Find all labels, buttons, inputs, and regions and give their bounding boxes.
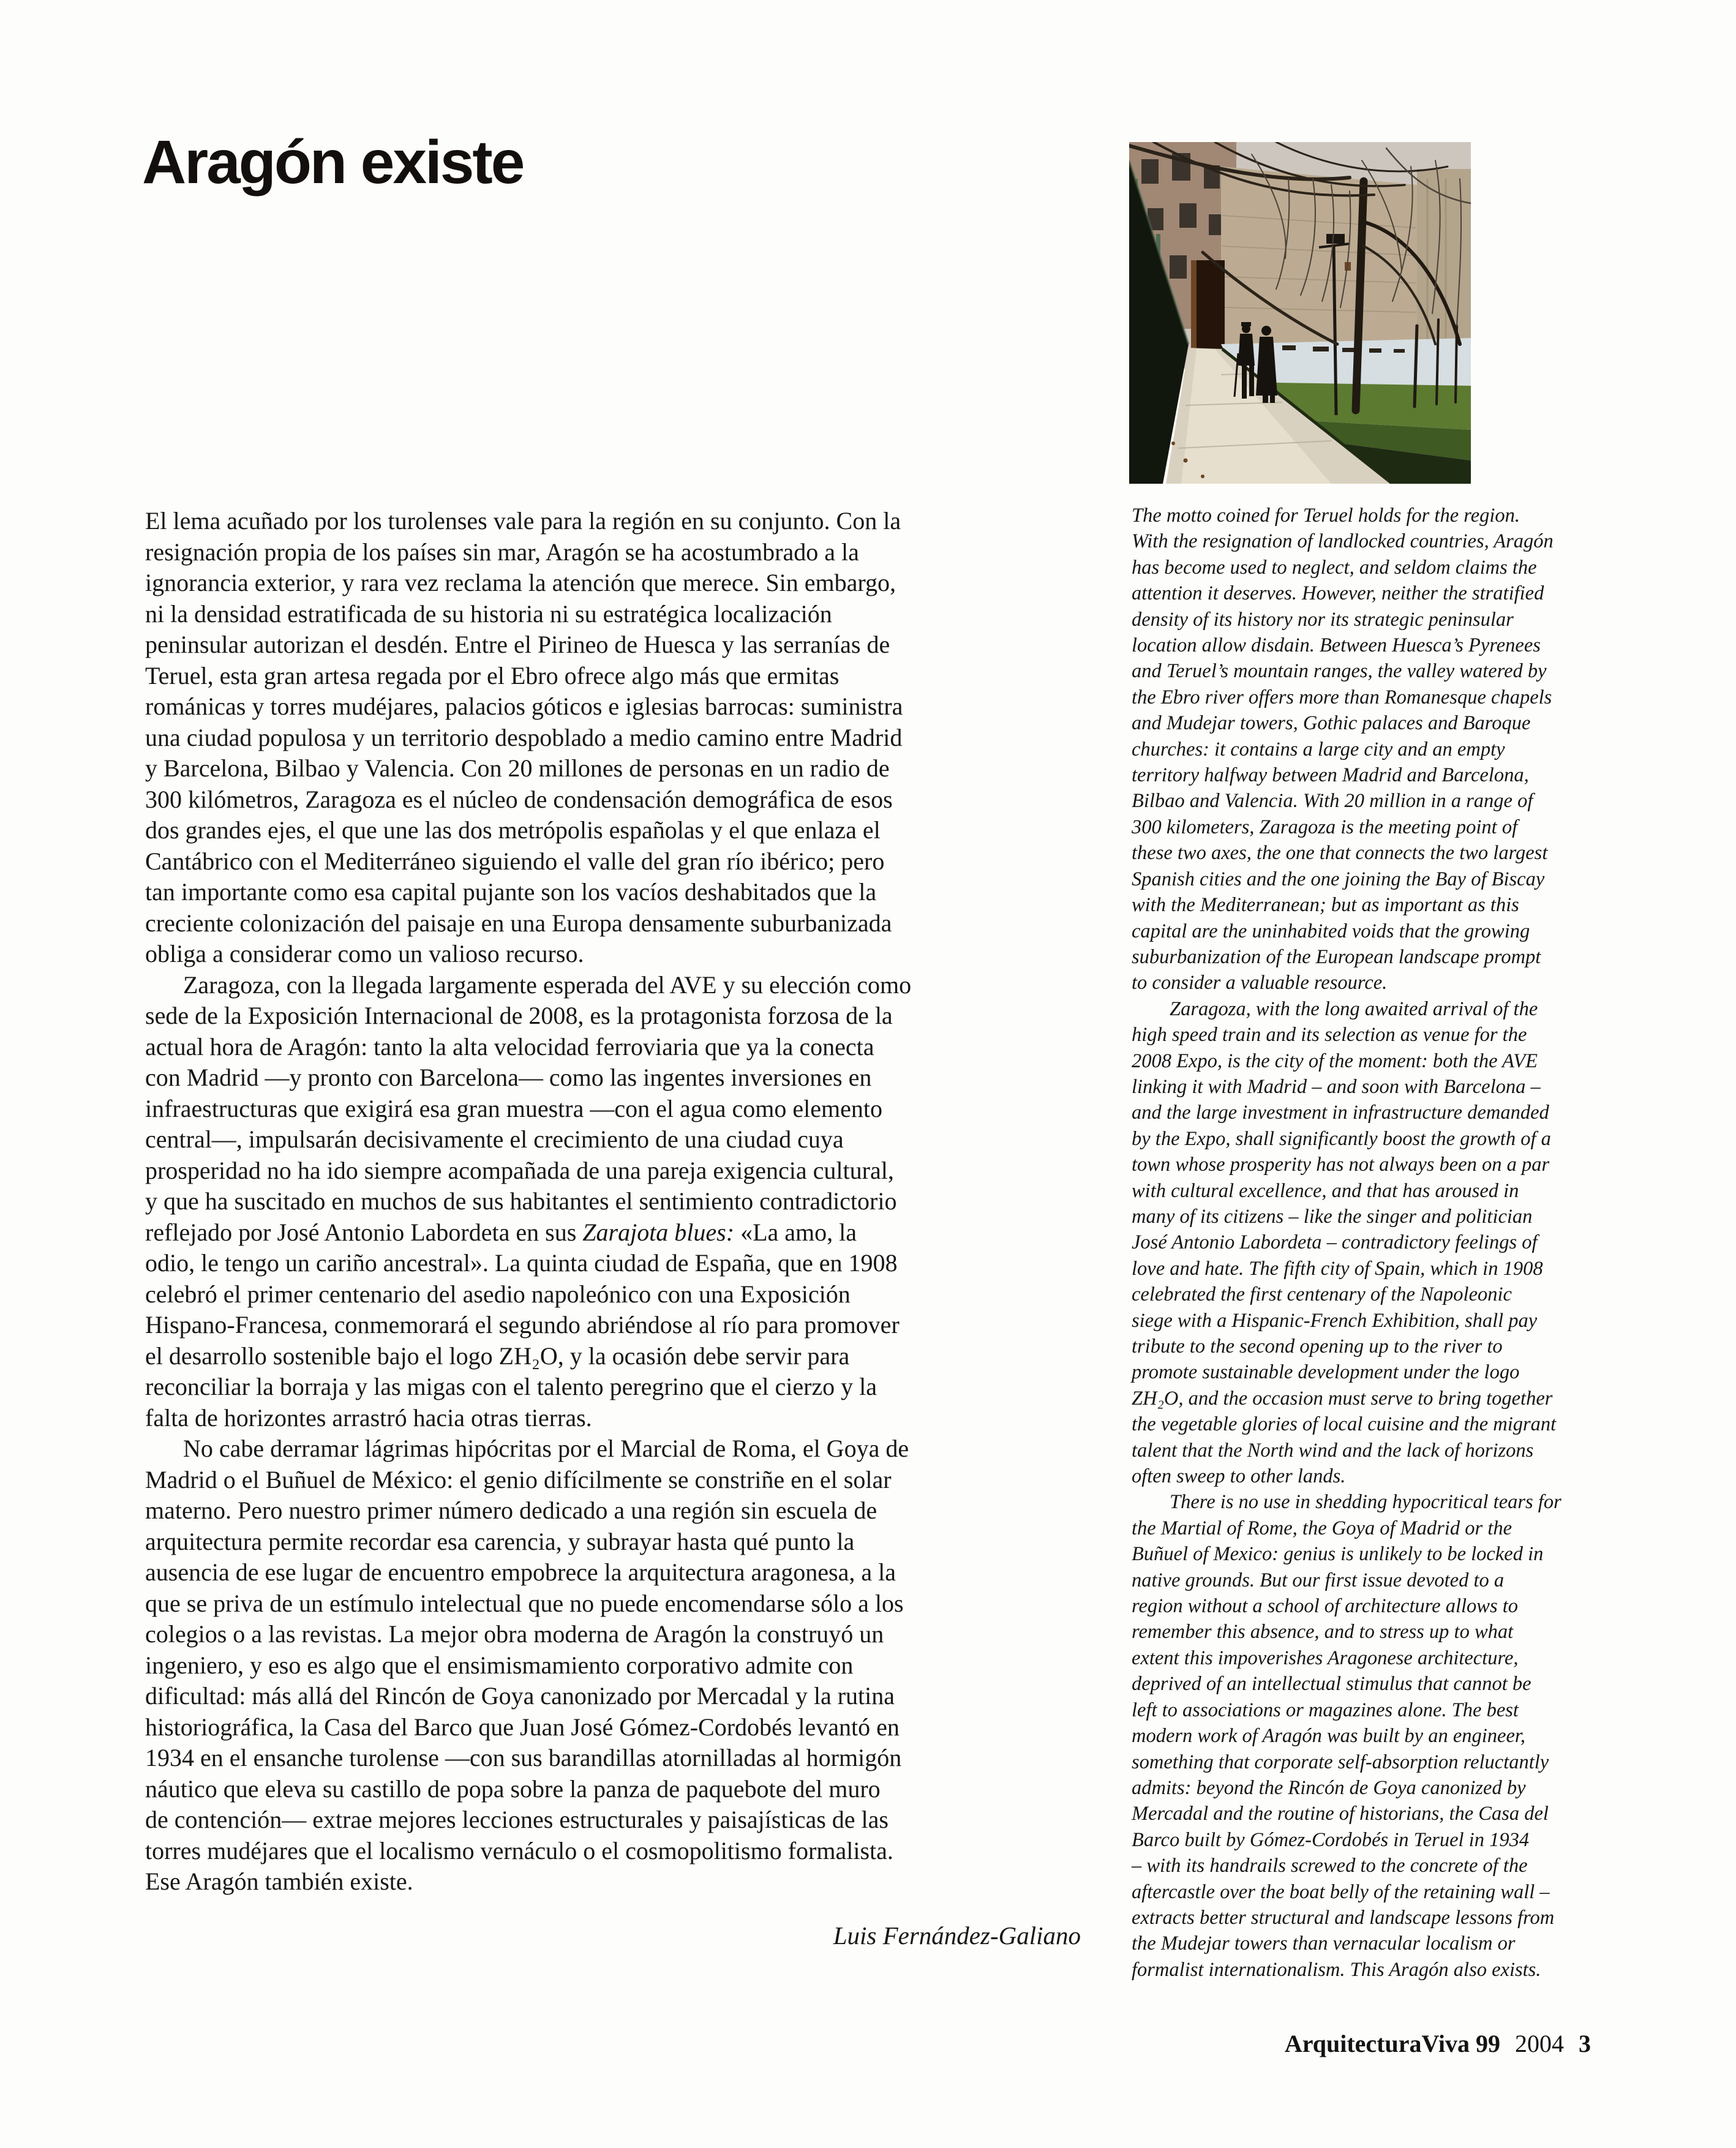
text-line: y Barcelona, Bilbao y Valencia. Con 20 millones de personas en un radio de bbox=[145, 754, 890, 782]
text-line: by the Expo, shall significantly boost the growth of a bbox=[1132, 1127, 1551, 1150]
text-line: with cultural excellence, and that has aroused in bbox=[1132, 1179, 1519, 1202]
text-line: region without a school of architecture allows to bbox=[1132, 1595, 1519, 1618]
text-line: 300 kilometers, Zaragoza is the meeting point of bbox=[1132, 816, 1518, 838]
text-line: odio, le tengo un cariño ancestral». La quinta ciudad de España, que en 1908 bbox=[145, 1249, 898, 1277]
text-line: falta de horizontes arrastró hacia otras tierras. bbox=[145, 1403, 592, 1432]
text-line: Hispano-Francesa, conmemorará el segundo abriéndose al río para promover bbox=[145, 1311, 900, 1339]
text-line: and the large investment in infrastructure demanded bbox=[1132, 1102, 1549, 1124]
text-line: to consider a valuable resource. bbox=[1132, 972, 1388, 994]
issue-number: 99 bbox=[1476, 2030, 1500, 2057]
text-line: With the resignation of landlocked countries, Aragón bbox=[1132, 530, 1554, 553]
park-photo-illustration bbox=[1129, 142, 1471, 484]
page-number: 3 bbox=[1579, 2030, 1591, 2057]
text-line: No cabe derramar lágrimas hipócritas por el Marcial de Roma, el Goya de bbox=[183, 1435, 909, 1462]
text-line: Teruel, esta gran artesa regada por el Ebro ofrece algo más que ermitas bbox=[145, 661, 840, 689]
text-line: con Madrid —y pronto con Barcelona— como las ingentes inversiones en bbox=[145, 1064, 872, 1091]
text-line: siege with a Hispanic-French Exhibition, shall pay bbox=[1132, 1309, 1538, 1332]
photo-right-building bbox=[1417, 169, 1471, 351]
text-line: There is no use in shedding hypocritical tears for bbox=[1170, 1491, 1561, 1514]
park-photo bbox=[1129, 142, 1471, 484]
text-line: has become used to neglect, and seldom claims the bbox=[1132, 556, 1537, 579]
text-line: linking it with Madrid – and soon with Barcelona – bbox=[1132, 1075, 1541, 1098]
text-line: with the Mediterranean; but as important as this bbox=[1132, 894, 1519, 917]
text-line: reconciliar la borraja y las migas con el talento peregrino que el cierzo y la bbox=[145, 1373, 877, 1400]
text-line: historiográfica, la Casa del Barco que Juan José Gómez-Cordobés levantó en bbox=[145, 1713, 900, 1741]
text-line: Mercadal and the routine of historians, the Casa del bbox=[1132, 1803, 1549, 1825]
text-line: love and hate. The fifth city of Spain, which in 1908 bbox=[1132, 1257, 1543, 1280]
text-line: colegios o a las revistas. La mejor obra moderna de Aragón la construyó un bbox=[145, 1620, 884, 1648]
text-line: Ese Aragón también existe. bbox=[145, 1868, 413, 1895]
text-line: obliga a considerar como un valioso recurso. bbox=[145, 940, 584, 967]
text-line: the Martial of Rome, the Goya of Madrid or the bbox=[1132, 1517, 1512, 1539]
text-line: tribute to the second opening up to the river to bbox=[1132, 1335, 1503, 1358]
text-line: ZH₂O, and the occasion must serve to bring together bbox=[1132, 1387, 1553, 1410]
text-line: admits: beyond the Rincón de Goya canonized by bbox=[1132, 1776, 1526, 1799]
text-line: attention it deserves. However, neither the stratified bbox=[1132, 582, 1544, 605]
text-line: peninsular autorizan el desdén. Entre el Pirineo de Huesca y las serranías de bbox=[145, 631, 890, 658]
text-line: 300 kilómetros, Zaragoza es el núcleo de condensación demográfica de esos bbox=[145, 785, 893, 813]
year-label: 2004 bbox=[1515, 2030, 1564, 2057]
text-line: infraestructuras que exigirá esa gran muestra —con el agua como elemento bbox=[145, 1094, 882, 1122]
text-line: el desarrollo sostenible bajo el logo ZH₂O, y la ocasión debe servir para bbox=[145, 1342, 850, 1370]
text-line: 2008 Expo, is the city of the moment: both the AVE bbox=[1132, 1050, 1538, 1072]
text-line: Barco built by Gómez-Cordobés in Teruel in 1934 bbox=[1132, 1828, 1530, 1851]
text-line: location allow disdain. Between Huesca’s Pyrenees bbox=[1132, 634, 1541, 657]
text-line: Zaragoza, with the long awaited arrival of the bbox=[1170, 997, 1538, 1020]
text-line: ignorancia exterior, y rara vez reclama la atención que merece. Sin embargo, bbox=[145, 569, 896, 596]
text-line: and Mudejar towers, Gothic palaces and Baroque bbox=[1132, 712, 1531, 735]
text-line: Madrid o el Buñuel de México: el genio difícilmente se constriñe en el solar bbox=[145, 1465, 892, 1493]
text-line: celebró el primer centenario del asedio napoleónico con una Exposición bbox=[145, 1280, 851, 1308]
text-line: de contención— extrae mejores lecciones estructurales y paisajísticas de las bbox=[145, 1806, 889, 1833]
text-line: materno. Pero nuestro primer número dedicado a una región sin escuela de bbox=[145, 1496, 877, 1524]
text-line: density of its history nor its strategic peninsular bbox=[1132, 608, 1514, 631]
text-line: ingeniero, y eso es algo que el ensimismamiento corporativo admite con bbox=[145, 1651, 854, 1679]
text-line: – with its handrails screwed to the concrete of the bbox=[1132, 1855, 1528, 1877]
text-line: left to associations or magazines alone. The best bbox=[1132, 1699, 1519, 1721]
text-line: the vegetable glories of local cuisine and the migrant bbox=[1132, 1413, 1557, 1436]
spanish-article bbox=[145, 506, 1113, 1898]
text-line: dos grandes ejes, el que une las dos metrópolis españolas y el que enlaza el bbox=[145, 816, 881, 844]
text-line: prosperidad no ha ido siempre acompañada de una pareja exigencia cultural, bbox=[145, 1156, 894, 1184]
text-line: and Teruel’s mountain ranges, the valley watered by bbox=[1132, 660, 1547, 683]
page-title: Aragón existe bbox=[142, 128, 524, 197]
text-line: actual hora de Aragón: tanto la alta velocidad ferroviaria que ya la conecta bbox=[145, 1032, 874, 1061]
text-line: ni la densidad estratificada de su historia ni su estratégica localización bbox=[145, 599, 832, 628]
text-line: náutico que eleva su castillo de popa sobre la panza de paquebote del muro bbox=[145, 1774, 881, 1803]
text-line: native grounds. But our first issue devoted to a bbox=[1132, 1569, 1505, 1591]
text-line: resignación propia de los países sin mar, Aragón se ha acostumbrado a la bbox=[145, 538, 859, 566]
text-line: often sweep to other lands. bbox=[1132, 1465, 1346, 1488]
text-line: aftercastle over the boat belly of the retaining wall – bbox=[1132, 1880, 1550, 1903]
text-line: suburbanization of the European landscape prompt bbox=[1132, 945, 1541, 968]
text-line: central—, impulsarán decisivamente el crecimiento de una ciudad cuya bbox=[145, 1125, 844, 1153]
text-line: José Antonio Labordeta – contradictory feelings of bbox=[1132, 1231, 1538, 1254]
text-line: reflejado por José Antonio Labordeta en sus Zarajota blues: «La amo, la bbox=[145, 1218, 857, 1246]
text-line: que se priva de un estímulo intelectual que no puede encomendarse sólo a los bbox=[145, 1589, 904, 1617]
text-line: extent this impoverishes Aragonese architecture, bbox=[1132, 1647, 1519, 1669]
text-line: El lema acuñado por los turolenses vale para la región en su conjunto. Con la bbox=[145, 507, 901, 535]
text-line: something that corporate self-absorption reluctantly bbox=[1132, 1751, 1549, 1773]
text-line: tan importante como esa capital pujante son los vacíos deshabitados que la bbox=[145, 878, 877, 906]
text-line: Cantábrico con el Mediterráneo siguiendo el valle del gran río ibérico; pero bbox=[145, 847, 885, 875]
text-line: promote sustainable development under the logo bbox=[1132, 1361, 1520, 1384]
text-line: sede de la Exposición Internacional de 2008, es la protagonista forzosa de la bbox=[145, 1002, 893, 1029]
text-line: ausencia de ese lugar de encuentro empobrece la arquitectura aragonesa, a la bbox=[145, 1558, 896, 1586]
author-signature: Luis Fernández-Galiano bbox=[833, 1921, 1081, 1950]
text-line: dificultad: más allá del Rincón de Goya canonizado por Mercadal y la rutina bbox=[145, 1682, 895, 1710]
text-line: románicas y torres mudéjares, palacios góticos e iglesias barrocas: suministra bbox=[145, 693, 903, 720]
text-line: the Ebro river offers more than Romanesque chapels bbox=[1132, 686, 1552, 708]
text-line: many of its citizens – like the singer and politician bbox=[1132, 1205, 1533, 1228]
text-line: formalist internationalism. This Aragón also exists. bbox=[1132, 1958, 1541, 1981]
text-line: celebrated the first centenary of the Napoleonic bbox=[1132, 1283, 1512, 1306]
text-line: territory halfway between Madrid and Barcelona, bbox=[1132, 764, 1529, 787]
text-line: churches: it contains a large city and an empty bbox=[1132, 738, 1505, 760]
text-line: high speed train and its selection as venue for the bbox=[1132, 1024, 1527, 1046]
text-line: The motto coined for Teruel holds for the region. bbox=[1132, 505, 1520, 527]
text-line: talent that the North wind and the lack of horizons bbox=[1132, 1439, 1534, 1462]
page-footer bbox=[1285, 2029, 1591, 2058]
text-line: 1934 en el ensanche turolense —con sus barandillas atornilladas al hormigón bbox=[145, 1744, 902, 1771]
text-line: town whose prosperity has not always been on a par bbox=[1132, 1154, 1550, 1176]
text-line: y que ha suscitado en muchos de sus habitantes el sentimiento contradictorio bbox=[145, 1187, 897, 1215]
text-line: deprived of an intellectual stimulus that cannot be bbox=[1132, 1673, 1531, 1695]
magazine-name: ArquitecturaViva bbox=[1284, 2030, 1470, 2057]
text-line: creciente colonización del paisaje en una Europa densamente suburbanizada bbox=[145, 909, 892, 937]
text-line: extracts better structural and landscape lessons from bbox=[1132, 1906, 1555, 1929]
text-line: the Mudejar towers than vernacular localism or bbox=[1132, 1932, 1516, 1955]
text-line: arquitectura permite recordar esa carencia, y subrayar hasta qué punto la bbox=[145, 1527, 855, 1555]
text-line: capital are the uninhabited voids that the growing bbox=[1132, 920, 1530, 942]
text-line: Bilbao and Valencia. With 20 million in a range of bbox=[1132, 790, 1533, 813]
text-line: torres mudéjares que el localismo vernáculo o el cosmopolitismo formalista. bbox=[145, 1836, 893, 1864]
text-line: Buñuel of Mexico: genius is unlikely to be locked in bbox=[1132, 1543, 1544, 1566]
text-line: remember this absence, and to stress up to what bbox=[1132, 1621, 1514, 1643]
text-line: modern work of Aragón was built by an engineer, bbox=[1132, 1725, 1526, 1748]
text-line: Spanish cities and the one joining the Bay of Biscay bbox=[1132, 868, 1545, 890]
photo-door-rust bbox=[1191, 260, 1197, 354]
text-line: una ciudad populosa y un territorio despoblado a medio camino entre Madrid bbox=[145, 723, 903, 751]
english-article bbox=[1132, 503, 1597, 1983]
text-line: these two axes, the one that connects the two largest bbox=[1132, 842, 1548, 865]
text-line: Zaragoza, con la llegada largamente esperada del AVE y su elección como bbox=[183, 971, 912, 999]
